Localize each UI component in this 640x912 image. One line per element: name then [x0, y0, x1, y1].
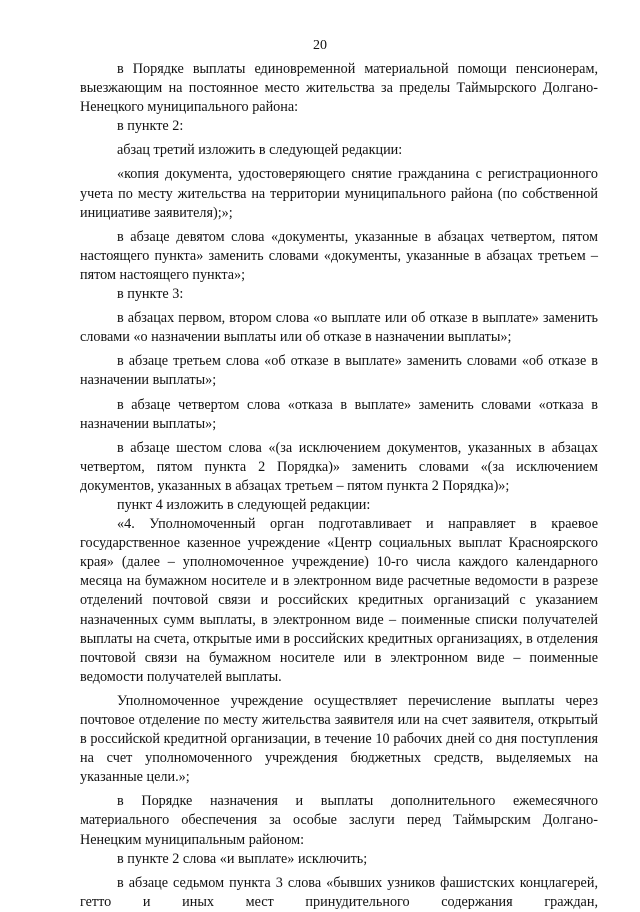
paragraph: пункт 4 изложить в следующей редакции: [117, 496, 371, 513]
paragraph: в абзаце шестом слова «(за исключением документов, указанных в абзацах четвертом, пятом пункта 2 Порядка)» заменить словами «(за исключением документов, указанных в абзацах третьем – пятом пункта 2 Порядка)»; [80, 439, 598, 494]
paragraph: «копия документа, удостоверяющего снятие гражданина с регистрационного учета по месту жительства на территории муниципального района (по собственной инициативе заявителя);»; [80, 166, 598, 221]
paragraph: абзац третий изложить в следующей редакции: [117, 142, 403, 159]
paragraph: в абзаце девятом слова «документы, указанные в абзацах четвертом, пятом настоящего пункта» заменить словами «документы, указанные в абзацах третьем – пятом настоящего пункта»; [80, 228, 598, 283]
paragraph: в пункте 3: [117, 286, 184, 303]
paragraph: «4. Уполномоченный орган подготавливает и направляет в краевое государственное казенное учреждение «Центр социальных выплат Красноярского края» (далее – уполномоченное учреждение) 10-го числа каждого календарного месяца на бумажном носителе и в электронном виде расчетные ведомости в разрезе отделений почтовой связи и российских кредитных организаций с указанием назначенных сумм выплаты, в электронном виде – поименные списки получателей выплаты на счета, открытые ими в российских кредитных организациях, в отделения почтовой связи на бумажном носителе или в электронном виде – поименные ведомости получателей выплаты. [80, 516, 598, 685]
document-body [80, 60, 598, 912]
paragraph: Уполномоченное учреждение осуществляет перечисление выплаты через почтовое отделение по месту жительства заявителя или на счет заявителя, открытый в российской кредитной организации, в течение 10 рабочих дней со дня поступления на счет уполномоченного учреждения бюджетных средств, выделяемых на указанные цели.»; [80, 692, 598, 786]
paragraph: в Порядке выплаты единовременной материальной помощи пенсионерам, выезжающим на постоянное место жительства за пределы Таймырского Долгано-Ненецкого муниципального района: [80, 61, 598, 116]
paragraph: в абзаце третьем слова «об отказе в выплате» заменить словами «об отказе в назначении выплаты»; [80, 353, 598, 389]
paragraph: в пункте 2 слова «и выплате» исключить; [117, 850, 368, 867]
paragraph: в абзаце седьмом пункта 3 слова «бывших узников фашистских концлагерей, гетто и иных мест принудительного содержания граждан, [80, 874, 598, 910]
paragraph: в пункте 2: [117, 118, 184, 135]
paragraph: в абзаце четвертом слова «отказа в выплате» заменить словами «отказа в назначении выплаты»; [80, 396, 598, 432]
page-number: 20 [313, 38, 327, 53]
paragraph: в Порядке назначения и выплаты дополнительного ежемесячного материального обеспечения за особые заслуги перед Таймырским Долгано-Ненецким муниципальным районом: [80, 793, 598, 848]
paragraph: в абзацах первом, втором слова «о выплате или об отказе в выплате» заменить словами «о назначении выплаты или об отказе в назначении выплаты»; [80, 310, 598, 346]
